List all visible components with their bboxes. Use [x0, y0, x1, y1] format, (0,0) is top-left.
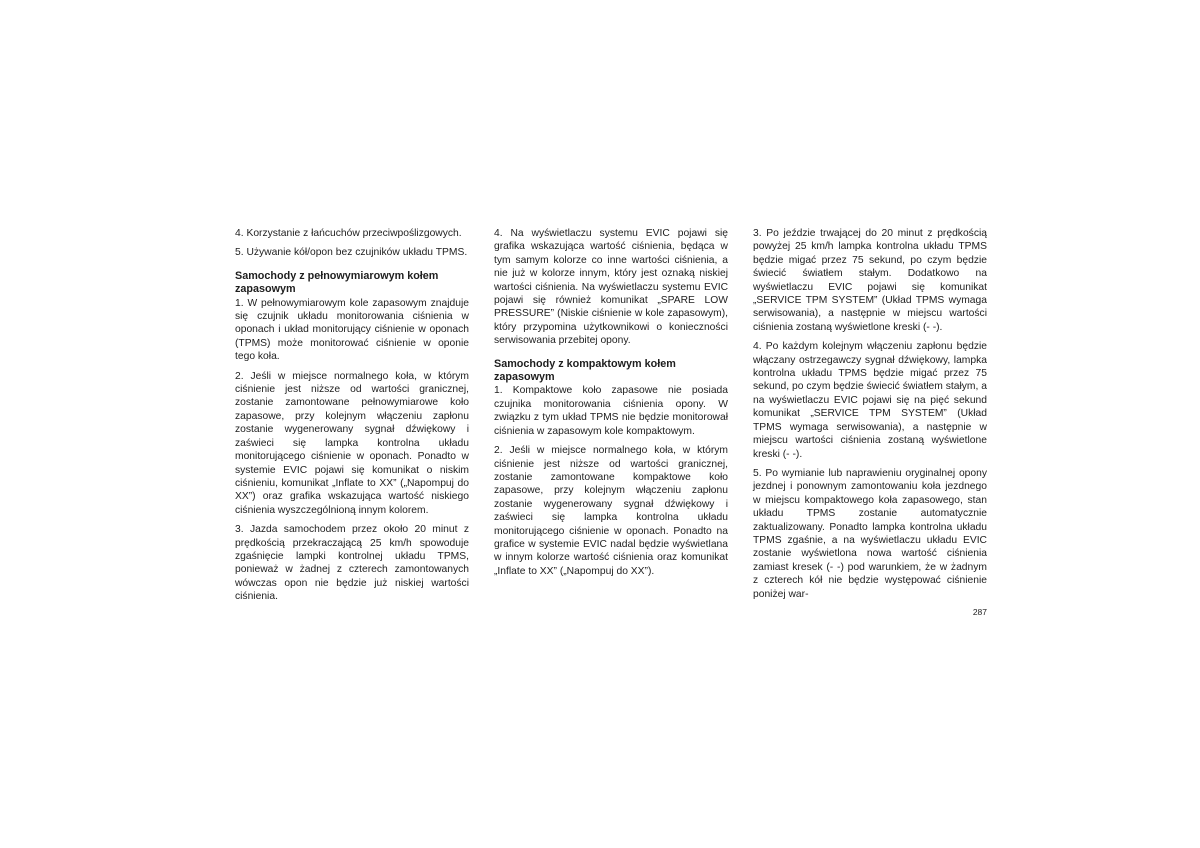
paragraph: 3. Jazda samochodem przez około 20 minut z prędkością przekraczającą 25 km/h spowoduje zgaśnięcie lampki kontrolnej układu TPMS, ponieważ w żadnej z czterech zamontowanych wówczas opon nie będzie już niskiej wartości ciśnienia. — [235, 524, 469, 603]
paragraph: 1. Kompaktowe koło zapasowe nie posiada czujnika monitorowania ciśnienia opony. W związku z tym układ TPMS nie będzie monitorował ciśnienia w zapasowym kole kompaktowym. — [494, 385, 728, 437]
paragraph: 5. Używanie kół/opon bez czujników układu TPMS. — [235, 247, 468, 259]
paragraph: 3. Po jeździe trwającej do 20 minut z prędkością powyżej 25 km/h lampka kontrolna układu TPMS będzie migać przez 75 sekund, po czym będzie świecić światłem stałym. Dodatkowo na wyświetlaczu EVIC pojawi się komunikat „SERVICE TPM SYSTEM” (Układ TPMS wymaga serwisowania), a następnie w miejscu wartości ciśnienia zostaną wyświetlone kreski (- -). — [753, 228, 987, 333]
section-heading: Samochody z kompaktowym kołem zapasowym — [494, 357, 676, 384]
paragraph: 4. Po każdym kolejnym włączeniu zapłonu będzie włączany ostrzegawczy sygnał dźwiękowy, lampka kontrolna układu TPMS będzie migać przez 75 sekund, po czym będzie świecić światłem stałym, a na wyświetlaczu EVIC pojawi się na pięć sekund komunikat „SERVICE TPM SYSTEM” (Układ TPMS wymaga serwisowania), a następnie w miejscu wartości ciśnienia zostaną wyświetlone kreski (- -). — [753, 341, 987, 460]
page-number: 287 — [972, 607, 987, 617]
text-column-middle — [494, 227, 728, 584]
section-heading: Samochody z pełnowymiarowym kołem zapasowym — [235, 269, 439, 296]
paragraph: 5. Po wymianie lub naprawieniu oryginalnej opony jezdnej i ponownym zamontowaniu koła jezdnego w miejscu kompaktowego koła zapasowego, stan układu TPMS zostanie automatycznie zaktualizowany. Ponadto lampka kontrolna układu TPMS zgaśnie, a na wyświetlaczu układu EVIC zostanie wyświetlona nowa wartość ciśnienia zamiast kresek (- -) pod warunkiem, że w żadnym z czterech kół nie będzie występować ciśnienie poniżej war- — [753, 467, 987, 600]
paragraph: 4. Na wyświetlaczu systemu EVIC pojawi się grafika wskazująca wartość ciśnienia, będąca w tym samym kolorze co inne wartości ciśnienia, a nie już w kolorze innym, który jest oznaką niskiej wartości ciśnienia. Na wyświetlaczu systemu EVIC pojawi się również komunikat „SPARE LOW PRESSURE” (Niskie ciśnienie w kole zapasowym), który przypomina użytkownikowi o konieczności serwisowania przebitej opony. — [494, 228, 728, 347]
paragraph: 1. W pełnowymiarowym kole zapasowym znajduje się czujnik układu monitorowania ciśnienia w oponach i układ monitorujący ciśnienie w oponach (TPMS) może monitorować ciśnienie w oponie tego koła. — [235, 297, 469, 363]
paragraph: 2. Jeśli w miejsce normalnego koła, w którym ciśnienie jest niższe od wartości granicznej, zostanie zamontowane pełnowymiarowe koło zapasowe, przy kolejnym włączeniu zapłonu zostanie wygenerowany sygnał dźwiękowy i zaświeci się lampka kontrolna układu monitorującego ciśnienie w oponach. Ponadto w systemie EVIC pojawi się komunikat o niskim ciśnieniu, komunikat „Inflate to XX” („Napompuj do XX”) oraz grafika wskazująca wartość niskiego ciśnienia wyszczególnioną innym kolorem. — [235, 370, 469, 516]
text-column-right — [753, 227, 987, 607]
text-column-left — [235, 227, 469, 610]
paragraph: 4. Korzystanie z łańcuchów przeciwpoślizgowych. — [235, 228, 462, 239]
paragraph: 2. Jeśli w miejsce normalnego koła, w którym ciśnienie jest niższe od wartości granicznej, zostanie zamontowane kompaktowe koło zapasowe, przy kolejnym włączeniu zapłonu zostanie wygenerowany sygnał dźwiękowy i zaświeci się lampka kontrolna układu monitorującego ciśnienie w oponach. Ponadto na grafice w systemie EVIC nadal będzie wyświetlana w innym kolorze wartość ciśnienia oraz komunikat „Inflate to XX” („Napompuj do XX”). — [494, 445, 728, 577]
